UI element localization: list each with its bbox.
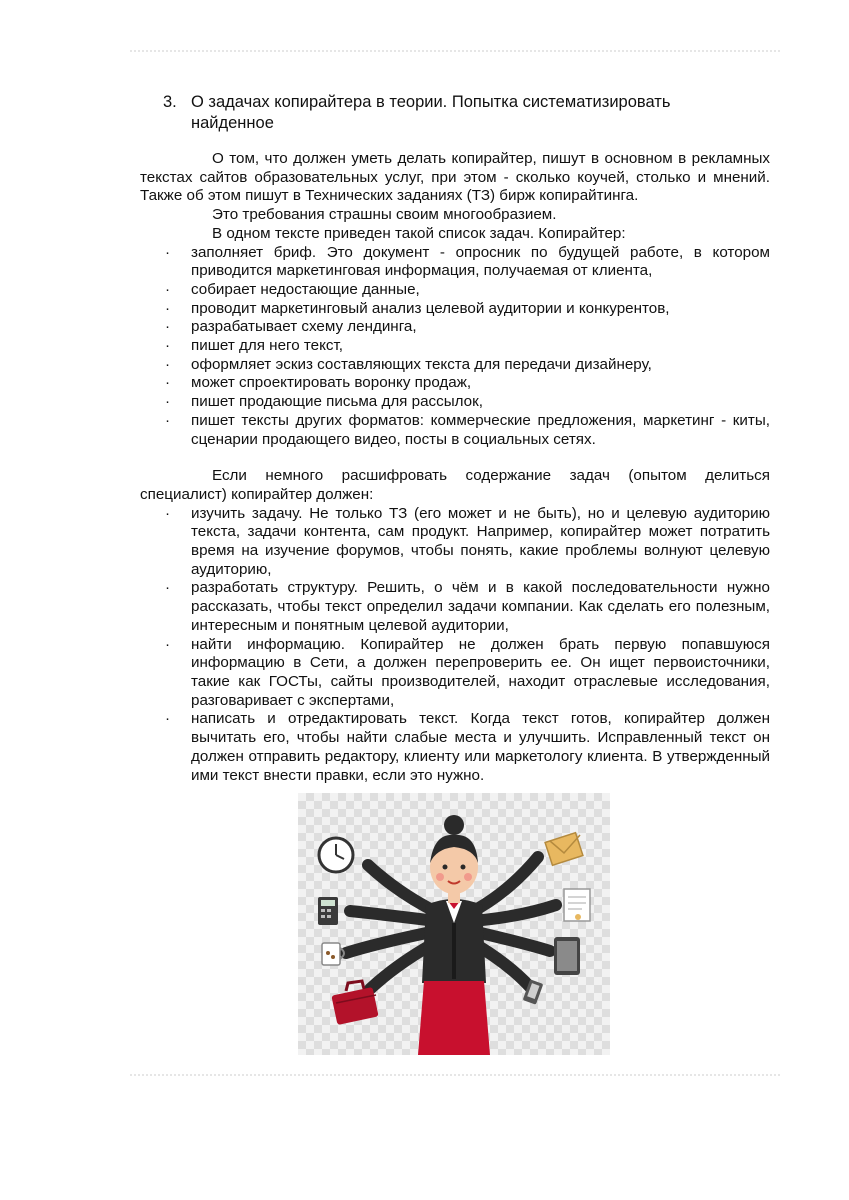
bullet: ·	[165, 710, 171, 728]
bullet: ·	[165, 355, 171, 373]
list-item-text: может спроектировать воронку продаж,	[191, 374, 472, 392]
envelope-icon	[545, 833, 583, 866]
list-item	[140, 281, 770, 300]
list-item	[140, 393, 770, 412]
calculator-icon	[318, 897, 338, 925]
bullet: ·	[165, 579, 171, 597]
list-item	[140, 244, 770, 281]
bullet: ·	[165, 243, 171, 261]
bullet: ·	[165, 635, 171, 653]
bullet: ·	[165, 337, 171, 355]
intro-paragraph: В одном тексте приведен такой список задач. Копирайтер:	[212, 224, 626, 242]
list-item	[140, 636, 770, 711]
list-item	[140, 374, 770, 393]
expert-intro-paragraph: Если немного расшифровать содержание задач (опытом делиться специалист) копирайтер должен:	[140, 467, 770, 503]
list-item-text: изучить задачу. Не только ТЗ (его может и не быть), но и целевую аудиторию текста, задачи контента, сам продукт. Например, копирайтер может потратить время на изучение форумов, чтобы понять, какие проблемы волнуют целевую аудиторию,	[191, 504, 770, 578]
list-item-text: пишет продающие письма для рассылок,	[191, 393, 483, 411]
section-title: О задачах копирайтера в теории. Попытка систематизировать найденное	[191, 93, 671, 132]
list-item-text: найти информацию. Копирайтер не должен брать первую попавшуюся информацию в Сети, а должен перепроверить ее. Он ищет первоисточники, такие как ГОСТы, сайты производителей, находит отраслевые исследования, разговаривает с экспертами,	[191, 635, 770, 709]
page-top-divider	[130, 50, 780, 52]
list-item-text: оформляет эскиз составляющих текста для передачи дизайнеру,	[191, 355, 652, 373]
bullet: ·	[165, 280, 171, 298]
list-item	[140, 412, 770, 449]
woman-figure	[418, 815, 490, 1055]
bullet: ·	[165, 374, 171, 392]
expert-task-list	[140, 505, 770, 786]
bullet: ·	[165, 299, 171, 317]
list-item-text: пишет для него текст,	[191, 337, 344, 355]
bullet: ·	[165, 318, 171, 336]
section-number: 3.	[163, 93, 177, 111]
paragraph-spacer	[140, 449, 770, 467]
bullet: ·	[165, 393, 171, 411]
list-item-text: написать и отредактировать текст. Когда текст готов, копирайтер должен вычитать его, чтобы найти слабые места и улучшить. Исправленный текст он должен отправить редактору, клиенту или маркетологу клиента. В утвержденный ими текст внести правки, если это нужно.	[191, 710, 770, 784]
clock-icon	[319, 838, 353, 872]
list-item	[140, 356, 770, 375]
list-item-text: разрабатывает схему лендинга,	[191, 318, 417, 336]
list-item-text: пишет тексты других форматов: коммерческие предложения, маркетинг - киты, сценарии продающего видео, посты в социальных сетях.	[191, 411, 770, 448]
tablet-icon	[554, 937, 580, 975]
multitasking-woman-illustration	[298, 793, 610, 1055]
bullet: ·	[165, 504, 171, 522]
list-item-text: собирает недостающие данные,	[191, 280, 420, 298]
list-item	[140, 505, 770, 580]
list-item	[140, 337, 770, 356]
intro-paragraph: О том, что должен уметь делать копирайтер, пишут в основном в рекламных текстах сайтов образовательных услуг, при этом - сколько коучей, столько и мнений. Также об этом пишут в Технических заданиях (ТЗ) бирж копирайтинга.	[140, 150, 770, 205]
arm	[350, 911, 436, 921]
list-item-text: разработать структуру. Решить, о чём и в какой последовательности нужно рассказать, чтобы текст определил задачи компании. Как сделать его полезным, интересным и понятным целевой аудитории,	[191, 579, 770, 634]
list-item	[140, 579, 770, 635]
list-item	[140, 710, 770, 785]
list-item	[140, 300, 770, 319]
bullet: ·	[165, 411, 171, 429]
document-body	[140, 150, 770, 785]
intro-paragraph: Это требования страшны своим многообразием.	[212, 206, 557, 224]
list-item-text: заполняет бриф. Это документ - опросник по будущей работе, в котором приводится маркетинговая информация, получаемая от клиента,	[191, 243, 770, 280]
list-item	[140, 318, 770, 337]
page-bottom-divider	[130, 1074, 780, 1076]
illustration-svg	[298, 793, 610, 1055]
document-icon	[564, 889, 590, 921]
copywriter-task-list	[140, 244, 770, 450]
coffee-mug-icon	[322, 943, 344, 965]
list-item-text: проводит маркетинговый анализ целевой аудитории и конкурентов,	[191, 299, 670, 317]
